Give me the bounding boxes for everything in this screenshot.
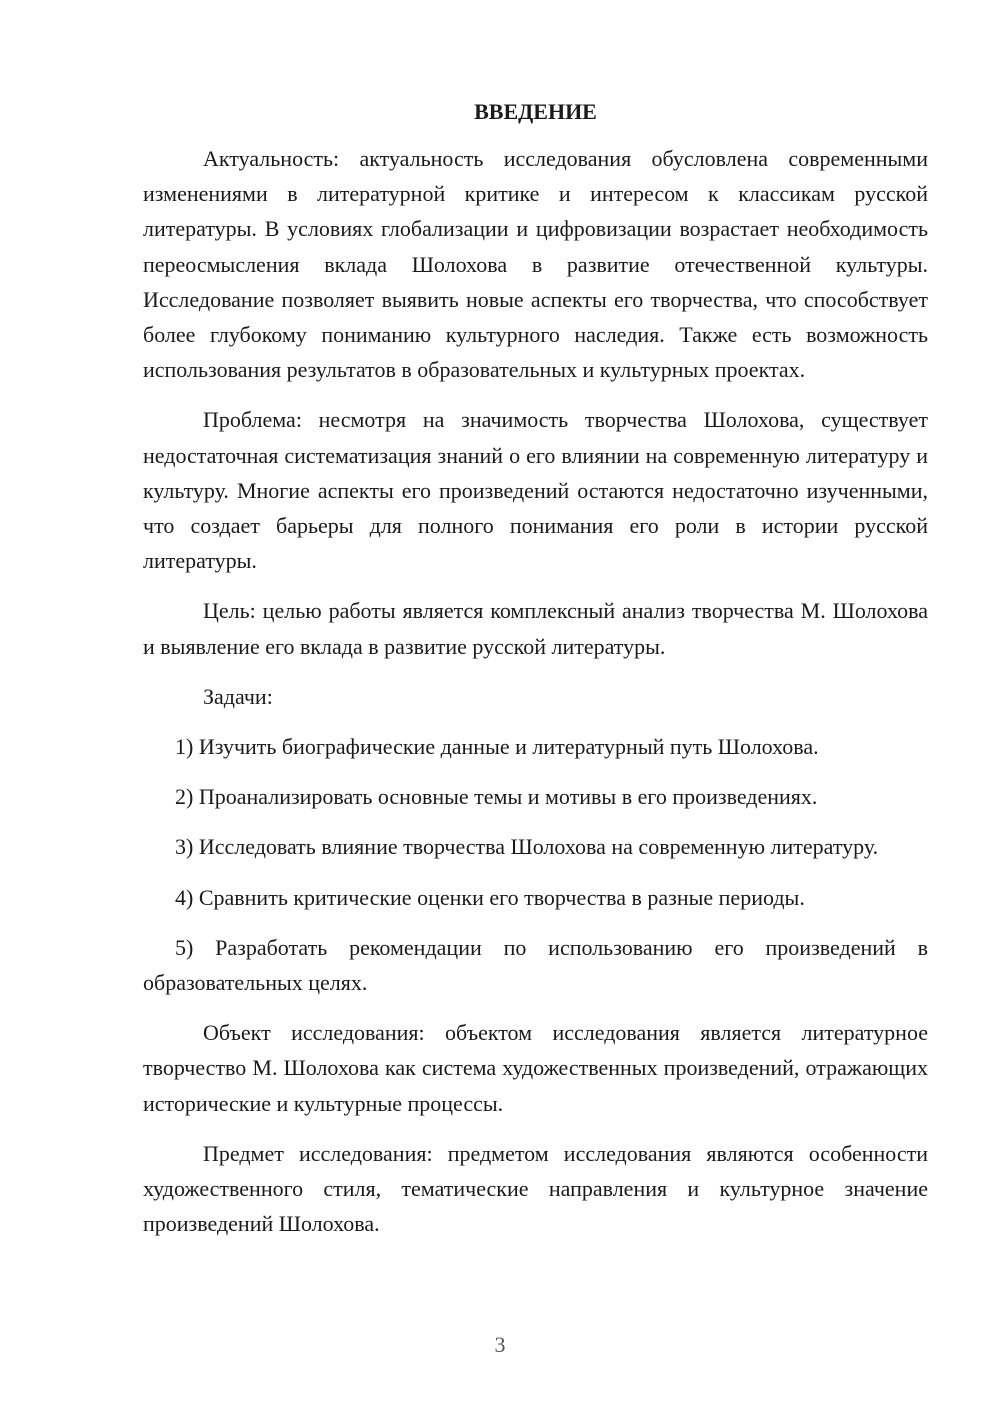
task-item: 3) Исследовать влияние творчества Шолохова на современную литературу. [175,834,879,860]
section-title: ВВЕДЕНИЕ [474,99,597,124]
document-page [143,94,928,1256]
subject-paragraph: Предмет исследования: предметом исследования являются особенности художественного стиля, тематические направления и культурное значение произведений Шолохова. [143,1140,928,1237]
problem-paragraph: Проблема: несмотря на значимость творчества Шолохова, существует недостаточная систематизация знаний о его влиянии на современную литературу и культуру. Многие аспекты его произведений остаются недостаточно изученными, что создает барьеры для полного понимания его роли в истории русской литературы. [143,407,928,574]
task-item: 4) Сравнить критические оценки его творчества в разные периоды. [175,884,805,910]
object-paragraph: Объект исследования: объектом исследования является литературное творчество М. Шолохова как система художественных произведений, отражающих исторические и культурные процессы. [143,1020,928,1116]
relevance-paragraph: Актуальность: актуальность исследования обусловлена современными изменениями в литературной критике и интересом к классикам русской литературы. В условиях глобализации и цифровизации возрастает необходимость переосмысления вклада Шолохова в развитие отечественной культуры. Исследование позволяет выявить новые аспекты его творчества, что способствует более глубокому пониманию культурного наследия. Также есть возможность использования результатов в образовательных и культурных проектах. [143,146,928,383]
page-number: 3 [494,1332,506,1357]
goal-paragraph: Цель: целью работы является комплексный анализ творчества М. Шолохова и выявление его вклада в развитие русской литературы. [143,598,928,659]
task-item: 5) Разработать рекомендации по использованию его произведений в образовательных целях. [143,934,928,996]
task-item: 2) Проанализировать основные темы и мотивы в его произведениях. [175,784,818,810]
task-item: 1) Изучить биографические данные и литературный путь Шолохова. [175,734,819,760]
tasks-heading: Задачи: [203,683,273,709]
